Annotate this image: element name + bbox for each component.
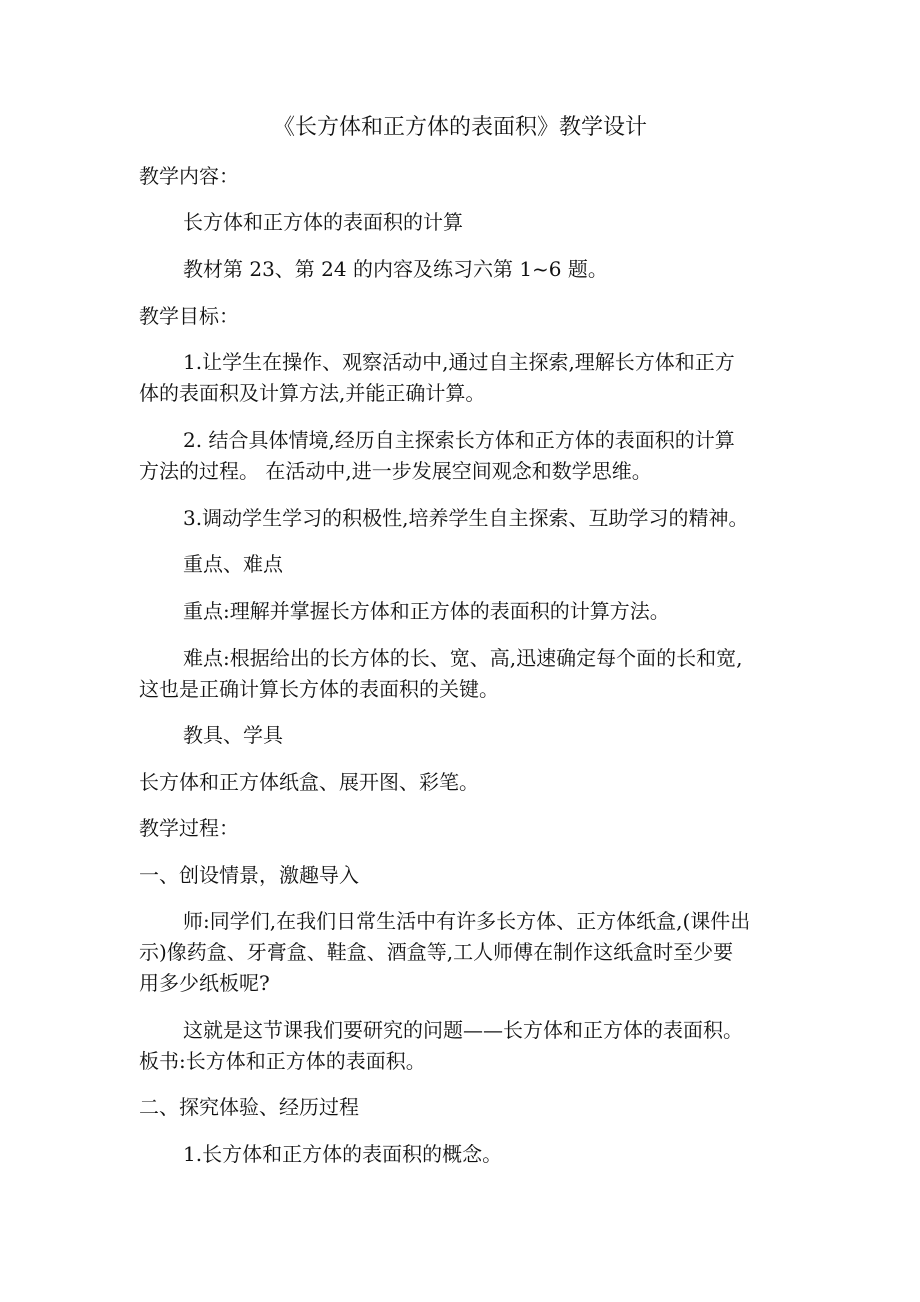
part-1-paragraph-1-line-3: 用多少纸板呢? [139, 971, 270, 995]
key-heading: 重点、难点 [183, 552, 283, 576]
content-line-1: 长方体和正方体的表面积的计算 [183, 210, 463, 234]
goal-heading: 教学目标： [139, 304, 239, 328]
content-line-2: 教材第 23、第 24 的内容及练习六第 1~6 题。 [183, 257, 608, 281]
part-1-paragraph-1-line-1: 师:同学们,在我们日常生活中有许多长方体、正方体纸盒,(课件出 [183, 909, 751, 933]
document-title: 《长方体和正方体的表面积》教学设计 [272, 115, 647, 140]
goal-2-line-1: 2. 结合具体情境,经历自主探索长方体和正方体的表面积的计算 [183, 428, 735, 452]
goal-2-line-2: 方法的过程。 在活动中,进一步发展空间观念和数学思维。 [139, 459, 652, 483]
goal-1-line-2: 体的表面积及计算方法,并能正确计算。 [139, 381, 486, 405]
tools-line: 长方体和正方体纸盒、展开图、彩笔。 [139, 770, 479, 794]
part-1-paragraph-1-line-2: 示)像药盒、牙膏盒、鞋盒、酒盒等,工人师傅在制作这纸盒时至少要 [139, 940, 734, 964]
part-1-paragraph-2-line-2: 板书:长方体和正方体的表面积。 [139, 1049, 426, 1073]
part-2-heading: 二、探究体验、经历过程 [139, 1095, 359, 1119]
difficulty-line-1: 难点:根据给出的长方体的长、宽、高,迅速确定每个面的长和宽, [183, 646, 743, 670]
content-heading: 教学内容： [139, 164, 239, 188]
goal-1-line-1: 1.让学生在操作、观察活动中,通过自主探索,理解长方体和正方 [183, 350, 735, 374]
part-2-item-1: 1.长方体和正方体的表面积的概念。 [183, 1142, 503, 1166]
process-heading: 教学过程： [139, 816, 239, 840]
part-1-heading: 一、创设情景，激趣导入 [139, 863, 359, 887]
part-1-paragraph-2-line-1: 这就是这节课我们要研究的问题——长方体和正方体的表面积。 [183, 1018, 743, 1042]
key-point: 重点:理解并掌握长方体和正方体的表面积的计算方法。 [183, 599, 670, 623]
tools-heading: 教具、学具 [183, 723, 283, 747]
goal-3: 3.调动学生学习的积极性,培养学生自主探索、互助学习的精神。 [183, 506, 749, 530]
difficulty-line-2: 这也是正确计算长方体的表面积的关键。 [139, 677, 499, 701]
